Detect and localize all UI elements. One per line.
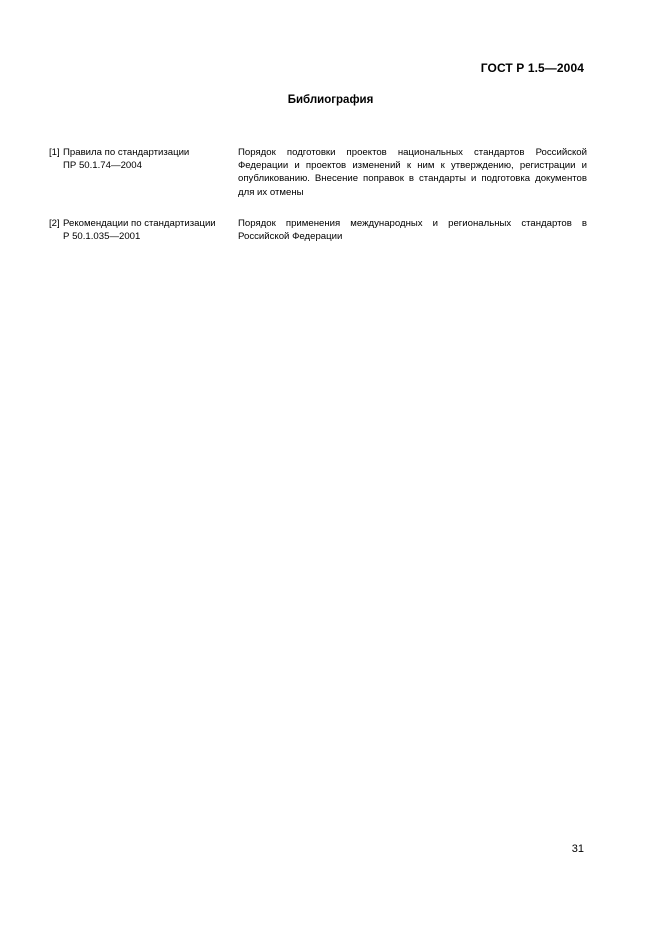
bibliography-reference: [63, 146, 231, 172]
section-title: Библиография: [287, 94, 374, 106]
bibliography-reference: [63, 217, 231, 243]
page-number: 31: [571, 843, 584, 855]
bibliography-number: [2]: [49, 218, 60, 229]
bibliography-description: Порядок подготовки проектов национальных стандартов Российской Федерации и проектов изменений к ним к утверждению, регистрации и опубликованию. Внесение поправок в стандарты и подготовка документов для их отмены: [238, 147, 587, 198]
bibliography-ref-type: Правила по стандартизации: [63, 147, 190, 158]
standard-code-header: ГОСТ Р 1.5—2004: [480, 61, 584, 75]
bibliography-description: Порядок применения международных и региональных стандартов в Российской Федерации: [238, 218, 587, 243]
bibliography-entry-1: [49, 146, 589, 202]
bibliography-ref-type: Рекомендации по стандартизации: [63, 218, 216, 229]
bibliography-ref-code: ПР 50.1.74—2004: [63, 160, 142, 172]
bibliography-number: [1]: [49, 147, 60, 158]
bibliography-entry-2: [49, 217, 589, 247]
bibliography-ref-code: Р 50.1.035—2001: [63, 231, 141, 243]
